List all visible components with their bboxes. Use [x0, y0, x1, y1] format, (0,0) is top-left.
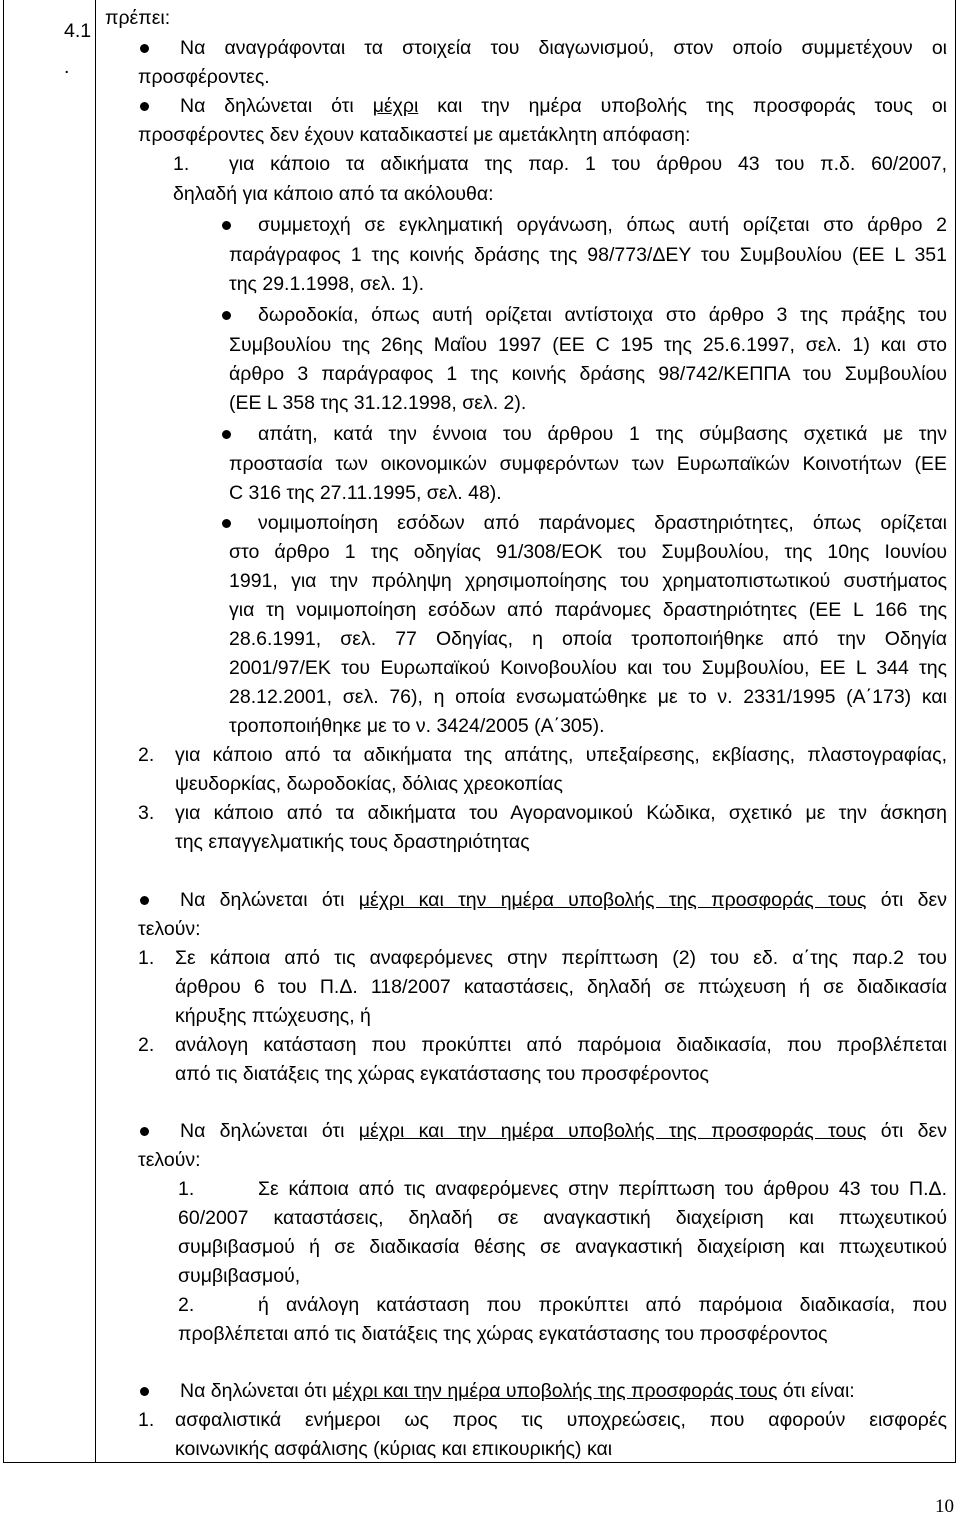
b2-line: Να δηλώνεται ότι μέχρι και την ημέρα υποβολής της προσφοράς τους οι — [180, 95, 947, 117]
bullet-icon — [140, 896, 149, 905]
section-number-dot: . — [64, 56, 70, 78]
sub-line: παράγραφος 1 της κοινής δράσης της 98/773/ΔΕΥ του Συμβουλίου (ΕΕ L 351 — [229, 244, 947, 266]
b3-line: Να δηλώνεται ότι μέχρι και την ημέρα υποβολής της προσφοράς τους ότι δεν — [180, 889, 947, 911]
b2-item-line: ψευδορκίας, δωροδοκίας, δόλιας χρεοκοπίας — [175, 773, 563, 795]
sub-line: νομιμοποίηση εσόδων από παράνομες δραστηριότητες, όπως ορίζεται — [258, 512, 947, 534]
b4-item-number: 2. — [178, 1294, 195, 1316]
sub-line: 1991, για την πρόληψη χρησιμοποίησης του χρηματοπιστωτικού συστήματος — [229, 570, 947, 592]
b1-line: Να αναγράφονται τα στοιχεία του διαγωνισμού, στον οποίο συμμετέχουν οι — [180, 37, 947, 59]
b4-item-line: Σε κάποια από τις αναφερόμενες στην περίπτωση του άρθρου 43 του Π.Δ. — [258, 1178, 947, 1200]
bullet-icon — [222, 221, 231, 230]
b5-item-line: ασφαλιστικά ενήμεροι ως προς τις υποχρεώσεις, που αφορούν εισφορές — [175, 1409, 947, 1431]
b2-item-line: για κάποιο τα αδικήματα της παρ. 1 του άρθρου 43 του π.δ. 60/2007, — [229, 153, 947, 175]
b1-line: προσφέροντες. — [138, 66, 270, 88]
sub-line: 28.12.2001, σελ. 76), η οποία ενσωματώθηκε με το ν. 2331/1995 (Α΄173) και — [229, 686, 947, 708]
bullet-icon — [222, 430, 231, 439]
sub-line: απάτη, κατά την έννοια του άρθρου 1 της σύμβασης σχετικά με την — [258, 423, 947, 445]
b3-line: τελούν: — [138, 918, 201, 940]
b4-item-line: 60/2007 καταστάσεις, δηλαδή σε αναγκαστική διαχείριση και πτωχευτικού — [178, 1207, 947, 1229]
b5-item-line: κοινωνικής ασφάλισης (κύριας και επικουρικής) και — [175, 1438, 613, 1460]
b4-item-number: 1. — [178, 1178, 195, 1200]
sub-line: προστασία των οικονομικών συμφερόντων των Ευρωπαϊκών Κοινοτήτων (ΕΕ — [229, 453, 947, 475]
sub-line: (ΕΕ L 358 της 31.12.1998, σελ. 2). — [229, 392, 527, 414]
b3-item-number: 2. — [138, 1034, 155, 1056]
sub-line: δωροδοκία, όπως αυτή ορίζεται αντίστοιχα στο άρθρο 3 της πράξης του — [258, 304, 947, 326]
column-divider — [95, 0, 96, 1463]
bullet-icon — [140, 44, 149, 53]
bullet-icon — [222, 519, 231, 528]
b2-item-number: 3. — [138, 802, 155, 824]
b3-item-line: κήρυξης πτώχευσης, ή — [175, 1005, 371, 1027]
b5-line: Να δηλώνεται ότι μέχρι και την ημέρα υποβολής της προσφοράς τους ότι είναι: — [180, 1380, 855, 1402]
b2-item-line: για κάποιο από τα αδικήματα της απάτης, υπεξαίρεσης, εκβίασης, πλαστογραφίας, — [175, 744, 947, 766]
b5-item-number: 1. — [138, 1409, 155, 1431]
sub-line: τροποποιήθηκε με το ν. 3424/2005 (Α΄305). — [229, 715, 605, 737]
b3-item-line: από τις διατάξεις της χώρας εγκατάστασης του προσφέροντος — [175, 1063, 709, 1085]
sub-line: συμμετοχή σε εγκληματική οργάνωση, όπως αυτή ορίζεται στο άρθρο 2 — [258, 214, 947, 236]
b2-item-line: για κάποιο από τα αδικήματα του Αγορανομικού Κώδικα, σχετικό με την άσκηση — [175, 802, 947, 824]
b3-item-line: άρθρου 6 του Π.Δ. 118/2007 καταστάσεις, δηλαδή σε πτώχευση ή σε διαδικασία — [175, 976, 947, 998]
intro-text: πρέπει: — [105, 7, 171, 29]
page-number: 10 — [935, 1496, 954, 1517]
sub-line: C 316 της 27.11.1995, σελ. 48). — [229, 482, 502, 504]
sub-line: 2001/97/ΕΚ του Ευρωπαϊκού Κοινοβουλίου και του Συμβουλίου, ΕΕ L 344 της — [229, 657, 947, 679]
b4-line: τελούν: — [138, 1149, 201, 1171]
sub-line: της 29.1.1998, σελ. 1). — [229, 273, 425, 295]
section-number: 4.1 — [64, 20, 92, 42]
b2-line: προσφέροντες δεν έχουν καταδικαστεί με αμετάκλητη απόφαση: — [138, 124, 691, 146]
b4-item-line: προβλέπεται από τις διατάξεις της χώρας εγκατάστασης του προσφέροντος — [178, 1323, 828, 1345]
b4-item-line: συμβιβασμού ή σε διαδικασία θέσης σε αναγκαστική διαχείριση και πτωχευτικού — [178, 1236, 947, 1258]
b4-item-line: ή ανάλογη κατάσταση που προκύπτει από παρόμοια διαδικασία, που — [258, 1294, 947, 1316]
sub-line: στο άρθρο 1 της οδηγίας 91/308/ΕΟΚ του Συμβουλίου, της 10ης Ιουνίου — [229, 541, 947, 563]
b3-item-line: ανάλογη κατάσταση που προκύπτει από παρόμοια διαδικασία, που προβλέπεται — [175, 1034, 947, 1056]
b2-item-line: της επαγγελματικής τους δραστηριότητας — [175, 831, 530, 853]
bullet-icon — [222, 311, 231, 320]
b2-item-number: 1. — [173, 153, 190, 175]
bullet-icon — [140, 1387, 149, 1396]
bullet-icon — [140, 102, 149, 111]
b3-item-number: 1. — [138, 947, 155, 969]
sub-line: άρθρο 3 παράγραφος 1 της κοινής δράσης 98/742/ΚΕΠΠΑ του Συμβουλίου — [229, 363, 947, 385]
bullet-icon — [140, 1127, 149, 1136]
b3-item-line: Σε κάποια από τις αναφερόμενες στην περίπτωση (2) του εδ. α΄της παρ.2 του — [175, 947, 947, 969]
b4-line: Να δηλώνεται ότι μέχρι και την ημέρα υποβολής της προσφοράς τους ότι δεν — [180, 1120, 947, 1142]
b2-item-number: 2. — [138, 744, 155, 766]
sub-line: 28.6.1991, σελ. 77 Οδηγίας, η οποία τροποποιήθηκε από την Οδηγία — [229, 628, 947, 650]
sub-line: Συμβουλίου της 26ης Μαΐου 1997 (ΕΕ C 195 της 25.6.1997, σελ. 1) και στο — [229, 334, 947, 356]
sub-line: για τη νομιμοποίηση εσόδων από παράνομες δραστηριότητες (ΕΕ L 166 της — [229, 599, 947, 621]
b2-item-line: δηλαδή για κάποιο από τα ακόλουθα: — [173, 183, 494, 205]
b4-item-line: συμβιβασμού, — [178, 1265, 301, 1287]
